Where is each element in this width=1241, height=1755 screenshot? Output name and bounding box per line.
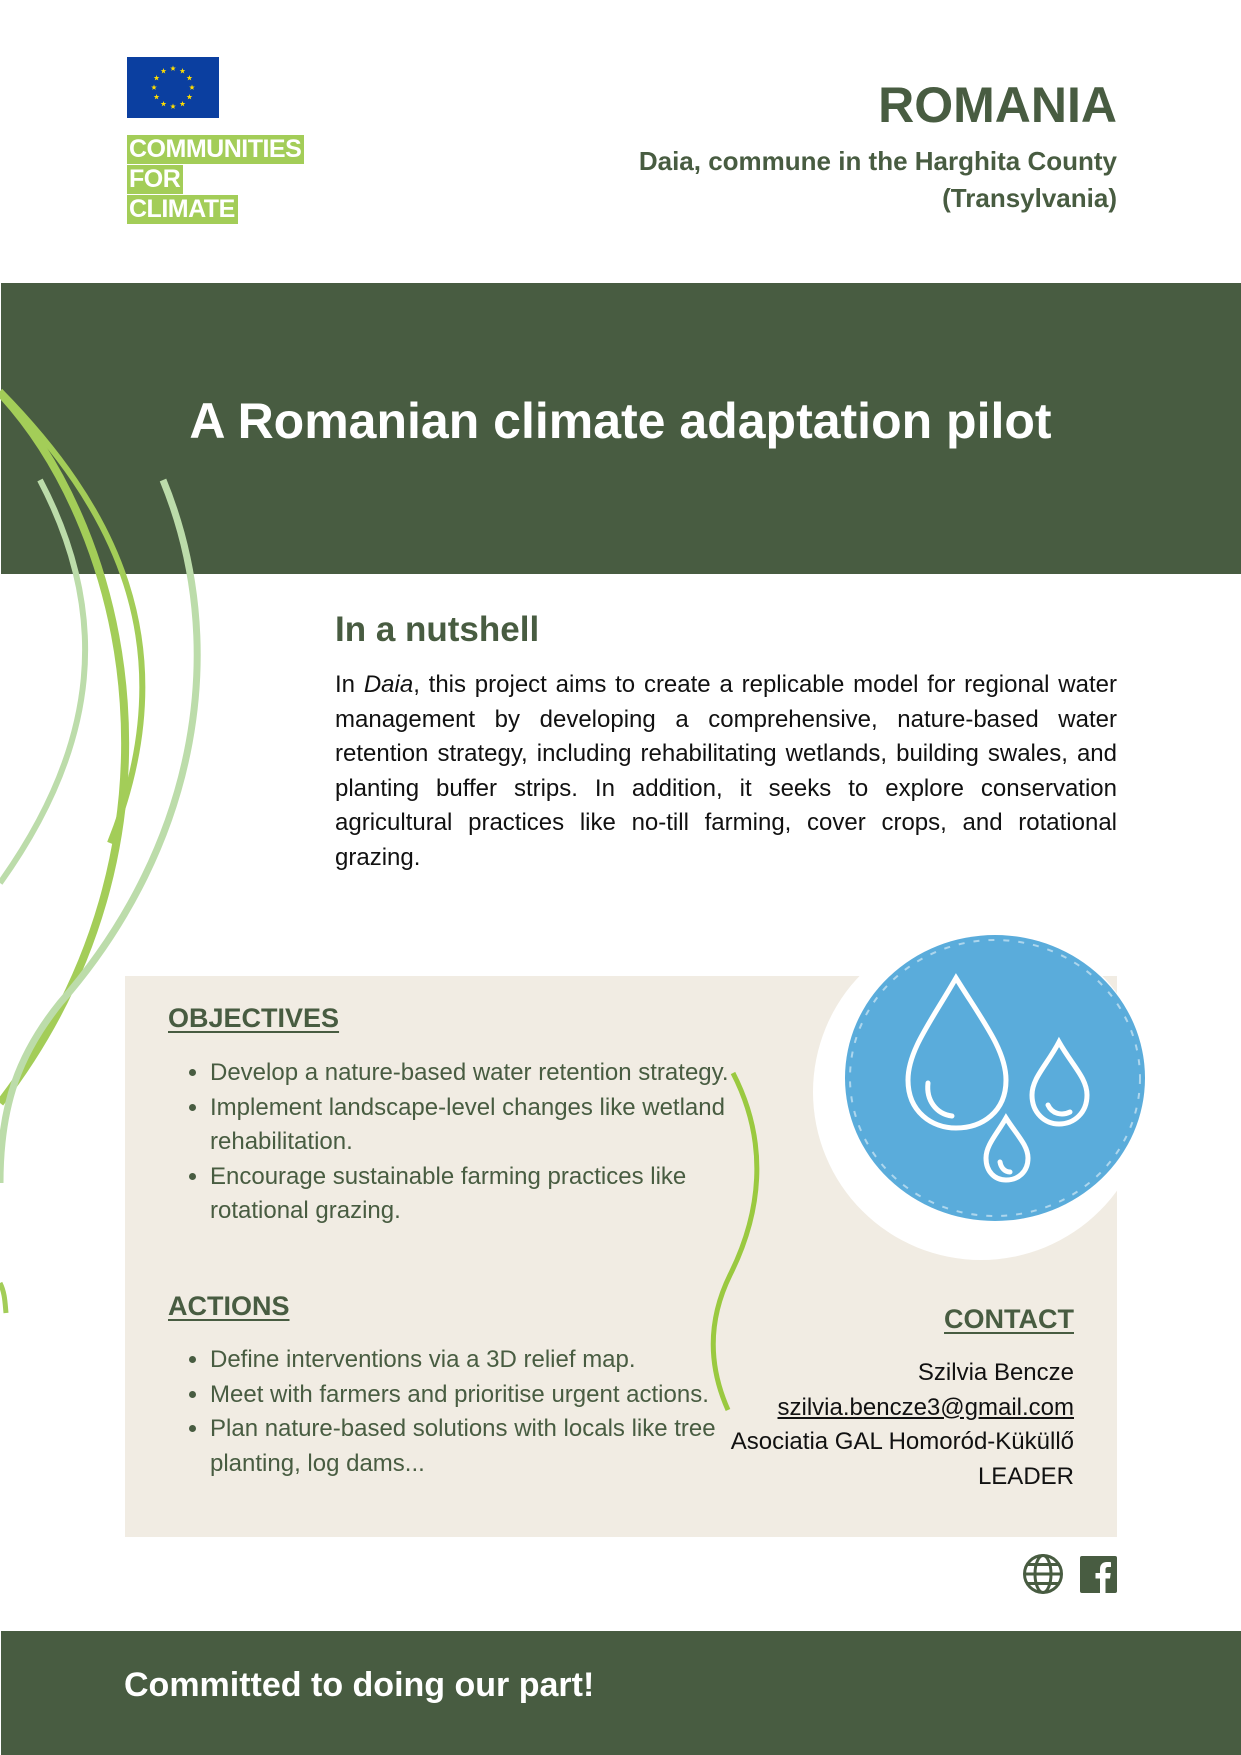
banner-title: A Romanian climate adaptation pilot <box>189 393 1052 449</box>
contact-heading: CONTACT <box>944 1304 1074 1334</box>
nutshell-heading: In a nutshell <box>335 610 540 649</box>
objectives-list <box>168 1056 730 1229</box>
facebook-icon[interactable] <box>1080 1556 1117 1593</box>
footer-slogan: Committed to doing our part! <box>124 1666 595 1704</box>
nutshell-text-rest: , this project aims to create a replicable model for regional water management by developing a comprehensive, nature-based water retention strategy, including rehabilitating wetlands, building swales, and planting buffer strips. In addition, it seeks to explore conservation agricultural practices like no-till farming, cover crops, and rotational grazing. <box>335 671 1117 871</box>
location-subtitle <box>557 143 1117 217</box>
list-item: • Plan nature-based solutions with locals like tree planting, log dams... <box>210 1412 730 1481</box>
actions-list <box>168 1343 730 1481</box>
objectives-heading: OBJECTIVES <box>168 1003 340 1033</box>
contact-organization-line2: LEADER <box>977 1462 1074 1490</box>
contact-details <box>731 1356 1074 1494</box>
contact-organization: Asociatia GAL Homoród-Küküllő <box>730 1428 1074 1455</box>
communities-for-climate-logo <box>127 135 304 225</box>
list-item: • Develop a nature-based water retention strategy. <box>210 1056 730 1091</box>
logo-line-3: CLIMATE <box>127 195 238 224</box>
contact-email-link[interactable]: szilvia.bencze3@gmail.com <box>777 1393 1074 1421</box>
list-item: • Implement landscape-level changes like wetland rehabilitation. <box>210 1091 730 1160</box>
water-drops-icon <box>840 930 1150 1230</box>
location-subtitle-line2: (Transylvania) <box>942 183 1117 213</box>
nutshell-text-prefix: In <box>335 671 364 698</box>
globe-icon[interactable] <box>1022 1553 1064 1595</box>
country-title: ROMANIA <box>878 77 1117 133</box>
list-item: • Define interventions via a 3D relief map. <box>210 1343 730 1378</box>
list-item: • Encourage sustainable farming practices like rotational grazing. <box>210 1160 730 1229</box>
eu-flag-icon <box>127 57 219 118</box>
contact-name: Szilvia Bencze <box>917 1359 1074 1386</box>
nutshell-paragraph <box>335 668 1117 875</box>
logo-line-1: COMMUNITIES <box>127 135 304 164</box>
nutshell-text-place: Daia <box>363 671 414 698</box>
location-subtitle-line1: Daia, commune in the Harghita County <box>638 146 1117 176</box>
list-item: • Meet with farmers and prioritise urgent actions. <box>210 1378 730 1413</box>
logo-line-2: FOR <box>127 165 183 194</box>
actions-heading: ACTIONS <box>168 1291 290 1321</box>
